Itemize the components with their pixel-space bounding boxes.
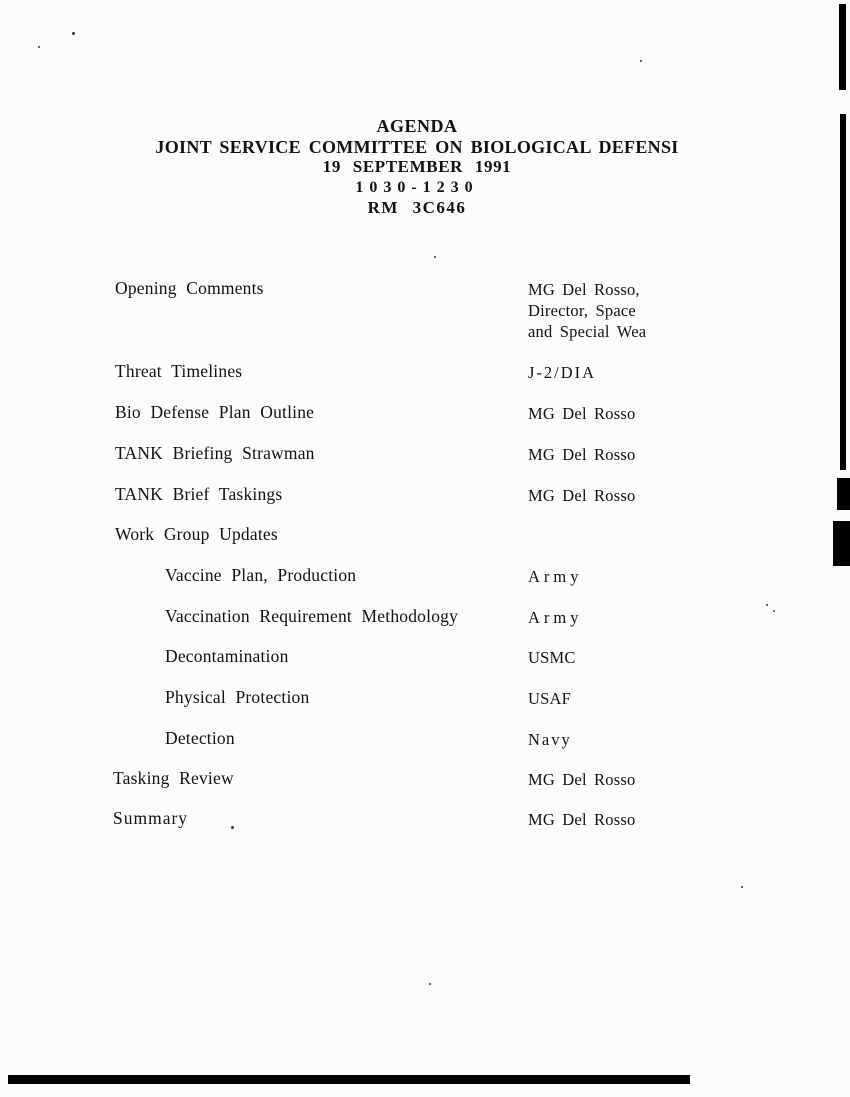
agenda-presenter (528, 485, 635, 506)
agenda-topic: Detection (165, 728, 235, 748)
presenter-line: MG Del Rosso, (528, 280, 640, 299)
agenda-row (0, 278, 850, 341)
presenter-line: Director, Space (528, 301, 636, 320)
presenter-line: MG Del Rosso (528, 445, 636, 464)
scan-speck (640, 60, 642, 62)
agenda-presenter (528, 279, 646, 342)
agenda-row (0, 687, 850, 711)
agenda-presenter (528, 362, 596, 383)
agenda-presenter (528, 566, 583, 587)
scan-artifact-right-bar-long (840, 114, 846, 470)
agenda-presenter (528, 688, 571, 709)
presenter-line: MG Del Rosso (528, 770, 636, 789)
agenda-row (0, 808, 850, 832)
agenda-topic: Physical Protection (165, 687, 310, 707)
presenter-line: Army (528, 567, 583, 586)
scan-artifact-right-block-2 (833, 521, 850, 566)
title-committee: JOINT SERVICE COMMITTEE ON BIOLOGICAL DEFENSI (155, 136, 679, 157)
presenter-line: Army (528, 608, 583, 627)
title-room: RM 3C646 (367, 198, 467, 217)
agenda-topic: Work Group Updates (115, 524, 278, 544)
title-agenda: AGENDA (376, 116, 458, 136)
agenda-presenter (528, 444, 635, 465)
agenda-presenter (528, 769, 635, 790)
agenda-row (0, 606, 850, 630)
agenda-row (0, 524, 850, 548)
scan-speck (773, 610, 775, 612)
title-date: 19 SEPTEMBER 1991 (322, 157, 512, 176)
scan-speck (231, 826, 234, 829)
scan-speck (38, 46, 40, 48)
agenda-topic: TANK Briefing Strawman (115, 443, 315, 463)
presenter-line: MG Del Rosso (528, 404, 636, 423)
scan-artifact-bottom-bar (8, 1075, 690, 1084)
presenter-line: and Special Wea (528, 322, 647, 341)
agenda-topic: Opening Comments (115, 278, 264, 298)
scan-artifact-right-bar-top (839, 4, 846, 90)
agenda-row (0, 443, 850, 467)
agenda-topic: Vaccine Plan, Production (165, 565, 357, 585)
agenda-row (0, 565, 850, 589)
scan-speck (72, 32, 75, 35)
agenda-presenter (528, 647, 576, 668)
agenda-topic: Vaccination Requirement Methodology (165, 606, 459, 626)
agenda-row (0, 484, 850, 508)
presenter-line: MG Del Rosso (528, 486, 636, 505)
agenda-topic: Tasking Review (113, 768, 234, 788)
agenda-row (0, 728, 850, 752)
agenda-row (0, 768, 850, 792)
agenda-row (0, 402, 850, 426)
title-time: 1030-1230 (355, 178, 479, 196)
presenter-line: J-2/DIA (528, 363, 597, 382)
scan-speck (741, 886, 743, 888)
agenda-topic: TANK Brief Taskings (115, 484, 283, 504)
agenda-topic: Threat Timelines (115, 361, 243, 381)
agenda-topic: Summary (113, 808, 189, 828)
agenda-topic: Bio Defense Plan Outline (115, 402, 315, 422)
agenda-presenter (528, 607, 583, 628)
presenter-line: USMC (528, 648, 576, 667)
agenda-row (0, 646, 850, 670)
agenda-presenter (528, 729, 572, 750)
presenter-line: Navy (528, 730, 572, 749)
scan-speck (429, 983, 431, 985)
scan-speck (766, 604, 768, 606)
scan-artifact-right-block-1 (837, 478, 850, 510)
agenda-presenter (528, 809, 635, 830)
agenda-presenter (528, 403, 635, 424)
presenter-line: USAF (528, 689, 571, 708)
document-title-block (0, 116, 834, 219)
presenter-line: MG Del Rosso (528, 810, 636, 829)
agenda-row (0, 361, 850, 385)
scan-speck (434, 256, 436, 258)
agenda-topic: Decontamination (165, 646, 289, 666)
